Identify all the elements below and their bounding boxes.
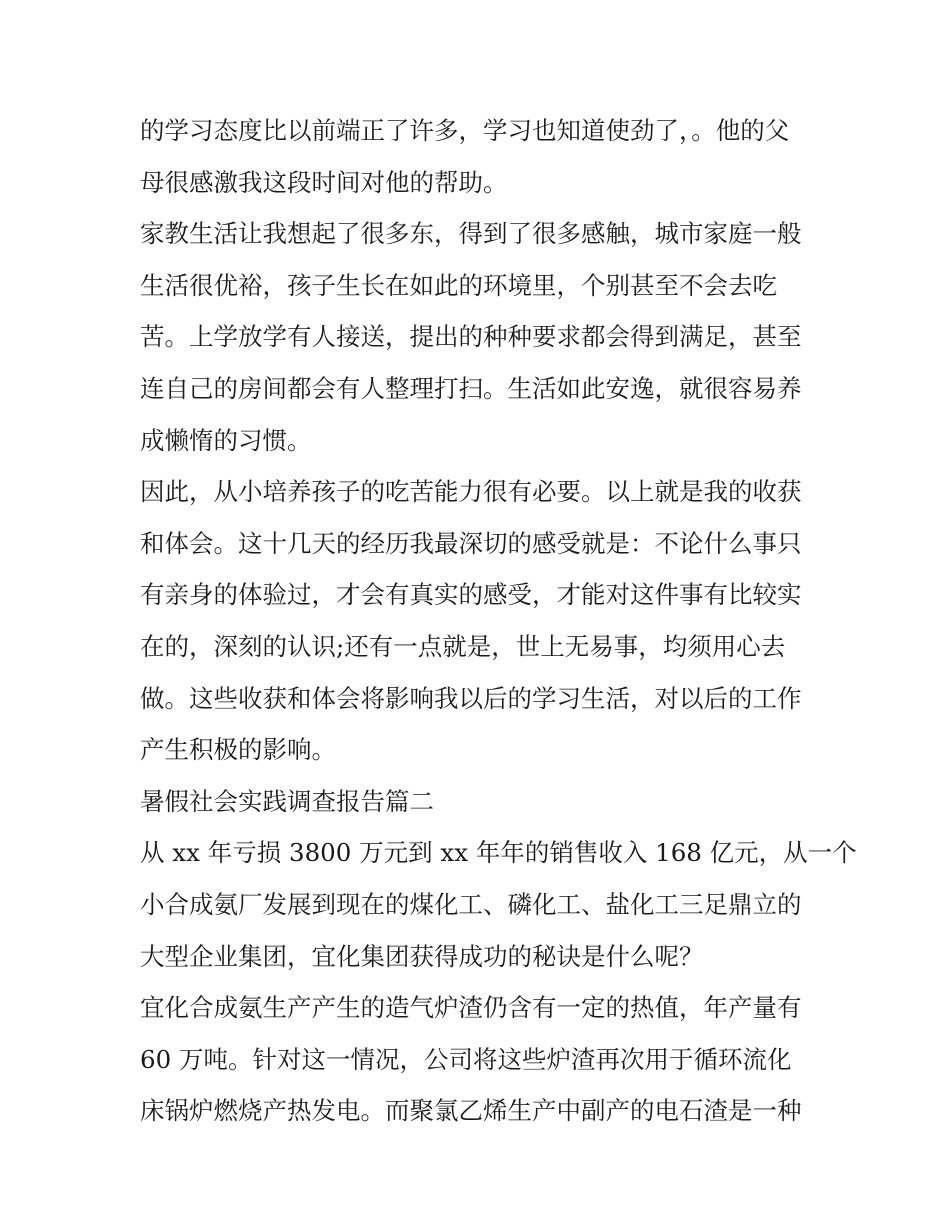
text-line: 母很感激我这段时间对他的帮助。 (140, 167, 508, 197)
text-line: 产生积极的影响。 (140, 735, 336, 765)
text-line: 在的，深刻的认识;还有一点就是，世上无易事，均须用心去 (140, 631, 786, 661)
text-line: 苦。上学放学有人接送，提出的种种要求都会得到满足，甚至 (140, 322, 802, 352)
text-line: 床锅炉燃烧产热发电。而聚氯乙烯生产中副产的电石渣是一种 (140, 1096, 802, 1126)
text-line: 和体会。这十几天的经历我最深切的感受就是：不论什么事只 (140, 528, 802, 558)
text-line: 连自己的房间都会有人整理打扫。生活如此安逸，就很容易养 (140, 373, 802, 403)
text-line: 生活很优裕，孩子生长在如此的环境里，个别甚至不会去吃 (140, 270, 777, 300)
text-line: 小合成氨厂发展到现在的煤化工、磷化工、盐化工三足鼎立的 (140, 889, 802, 919)
text-line: 家教生活让我想起了很多东，得到了很多感触，城市家庭一般 (140, 219, 802, 249)
text-line: 成懒惰的习惯。 (140, 425, 312, 455)
text-line: 宜化合成氨生产产生的造气炉渣仍含有一定的热值，年产量有 (140, 993, 802, 1023)
section-heading: 暑假社会实践调查报告篇二 (140, 786, 434, 816)
text-line: 因此，从小培养孩子的吃苦能力很有必要。以上就是我的收获 (140, 477, 802, 507)
text-line: 的学习态度比以前端正了许多，学习也知道使劲了，。他的父 (140, 116, 790, 145)
text-line: 60 万吨。针对这一情况，公司将这些炉渣再次用于循环流化 (140, 1044, 792, 1074)
document-body (140, 105, 857, 1137)
text-line: 有亲身的体验过，才会有真实的感受，才能对这件事有比较实 (140, 580, 802, 610)
text-line: 从 xx 年亏损 3800 万元到 xx 年年的销售收入 168 亿元，从一个 (140, 838, 857, 868)
text-line: 大型企业集团，宜化集团获得成功的秘诀是什么呢？ (140, 941, 704, 971)
text-line: 做。这些收获和体会将影响我以后的学习生活，对以后的工作 (140, 683, 802, 713)
